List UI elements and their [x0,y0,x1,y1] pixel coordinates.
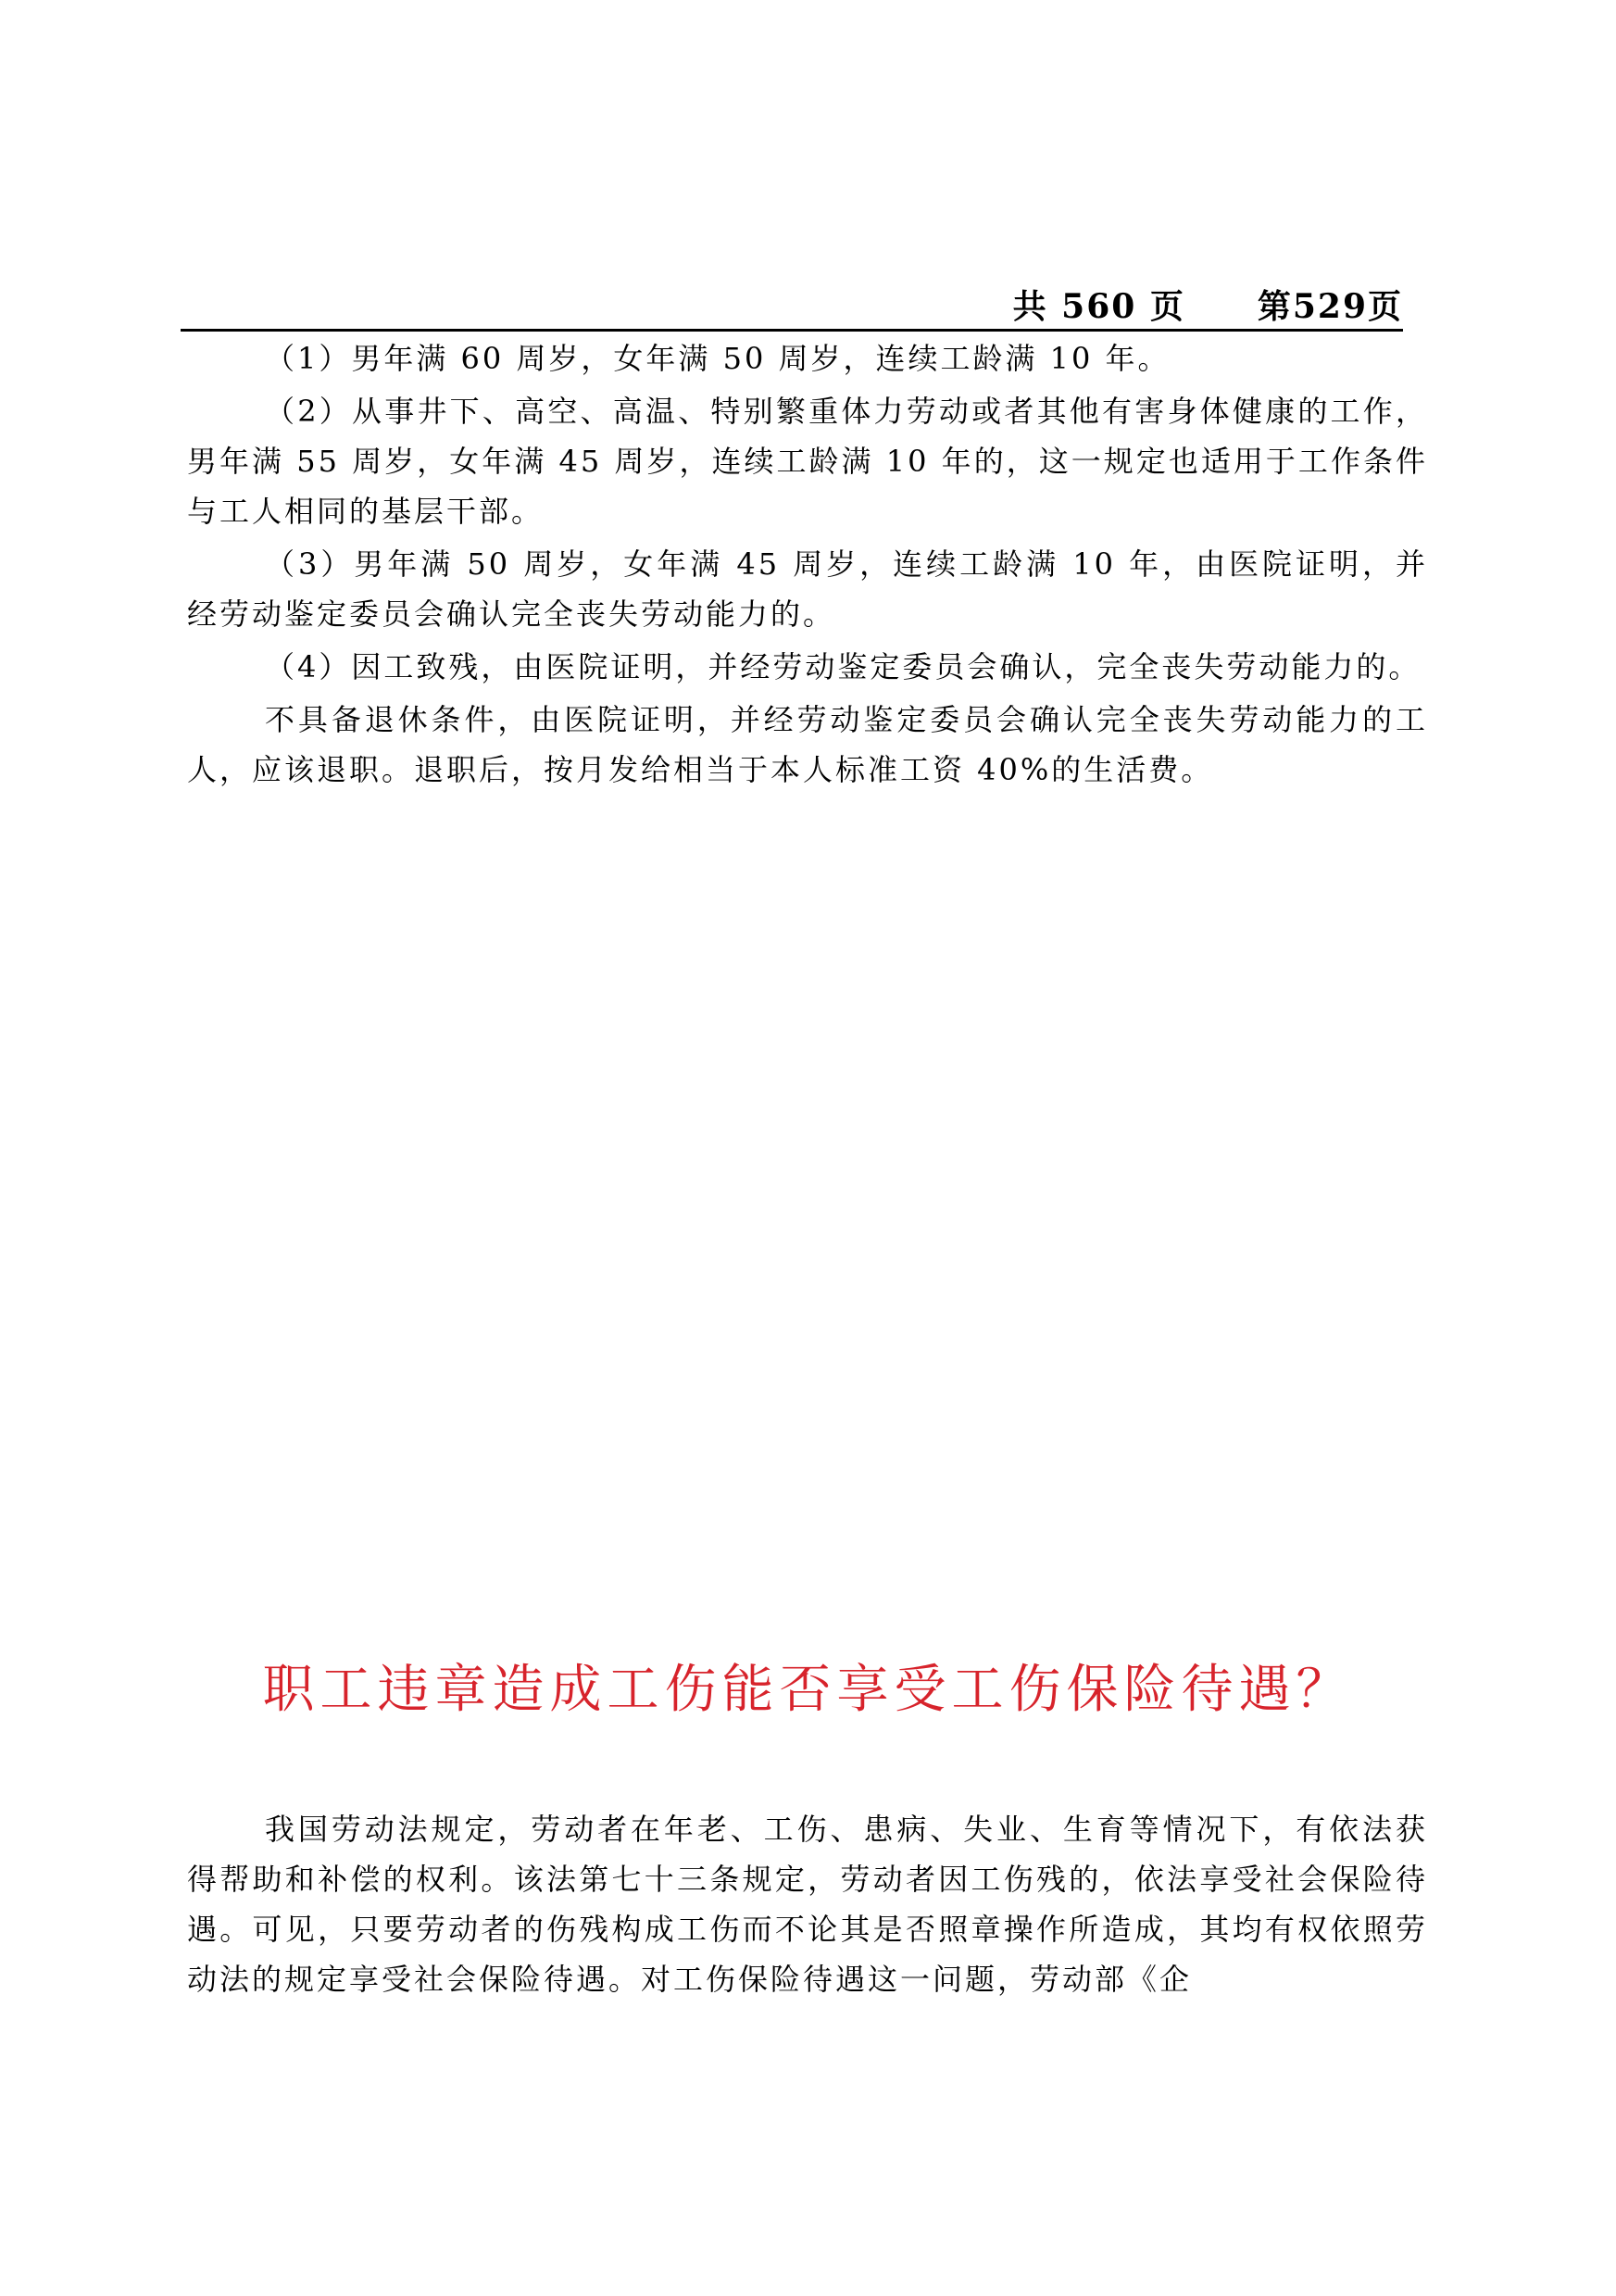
header-rule [181,329,1403,332]
current-page: 第529页 [1257,287,1403,326]
section-top-body [187,333,1428,797]
paragraph: （1）男年满 60 周岁，女年满 50 周岁，连续工龄满 10 年。 [265,341,1171,376]
page-header [1013,281,1403,328]
paragraph: （4）因工致残，由医院证明，并经劳动鉴定委员会确认，完全丧失劳动能力的。 [265,649,1422,684]
article-body [187,1804,1428,2007]
total-pages: 共 560 页 [1012,287,1185,326]
paragraph: 我国劳动法规定，劳动者在年老、工伤、患病、失业、生育等情况下，有依法获得帮助和补偿的权利。该法第七十三条规定，劳动者因工伤残的，依法享受社会保险待遇。可见，只要劳动者的伤残构成工伤而不论其是否照章操作所造成，其均有权依照劳动法的规定享受社会保险待遇。对工伤保险待遇这一问题，劳动部《企 [187,1812,1428,1997]
paragraph: （2）从事井下、高空、高温、特别繁重体力劳动或者其他有害身体健康的工作，男年满 55 周岁，女年满 45 周岁，连续工龄满 10 年的，这一规定也适用于工作条件与工人相同的基层干部。 [187,394,1428,529]
paragraph: 不具备退休条件，由医院证明，并经劳动鉴定委员会确认完全丧失劳动能力的工人，应该退职。退职后，按月发给相当于本人标准工资 40%的生活费。 [187,702,1428,787]
paragraph: （3）男年满 50 周岁，女年满 45 周岁，连续工龄满 10 年，由医院证明，并经劳动鉴定委员会确认完全丧失劳动能力的。 [187,546,1428,632]
article-title: 职工违章造成工伤能否享受工伤保险待遇？ [262,1660,1354,1720]
